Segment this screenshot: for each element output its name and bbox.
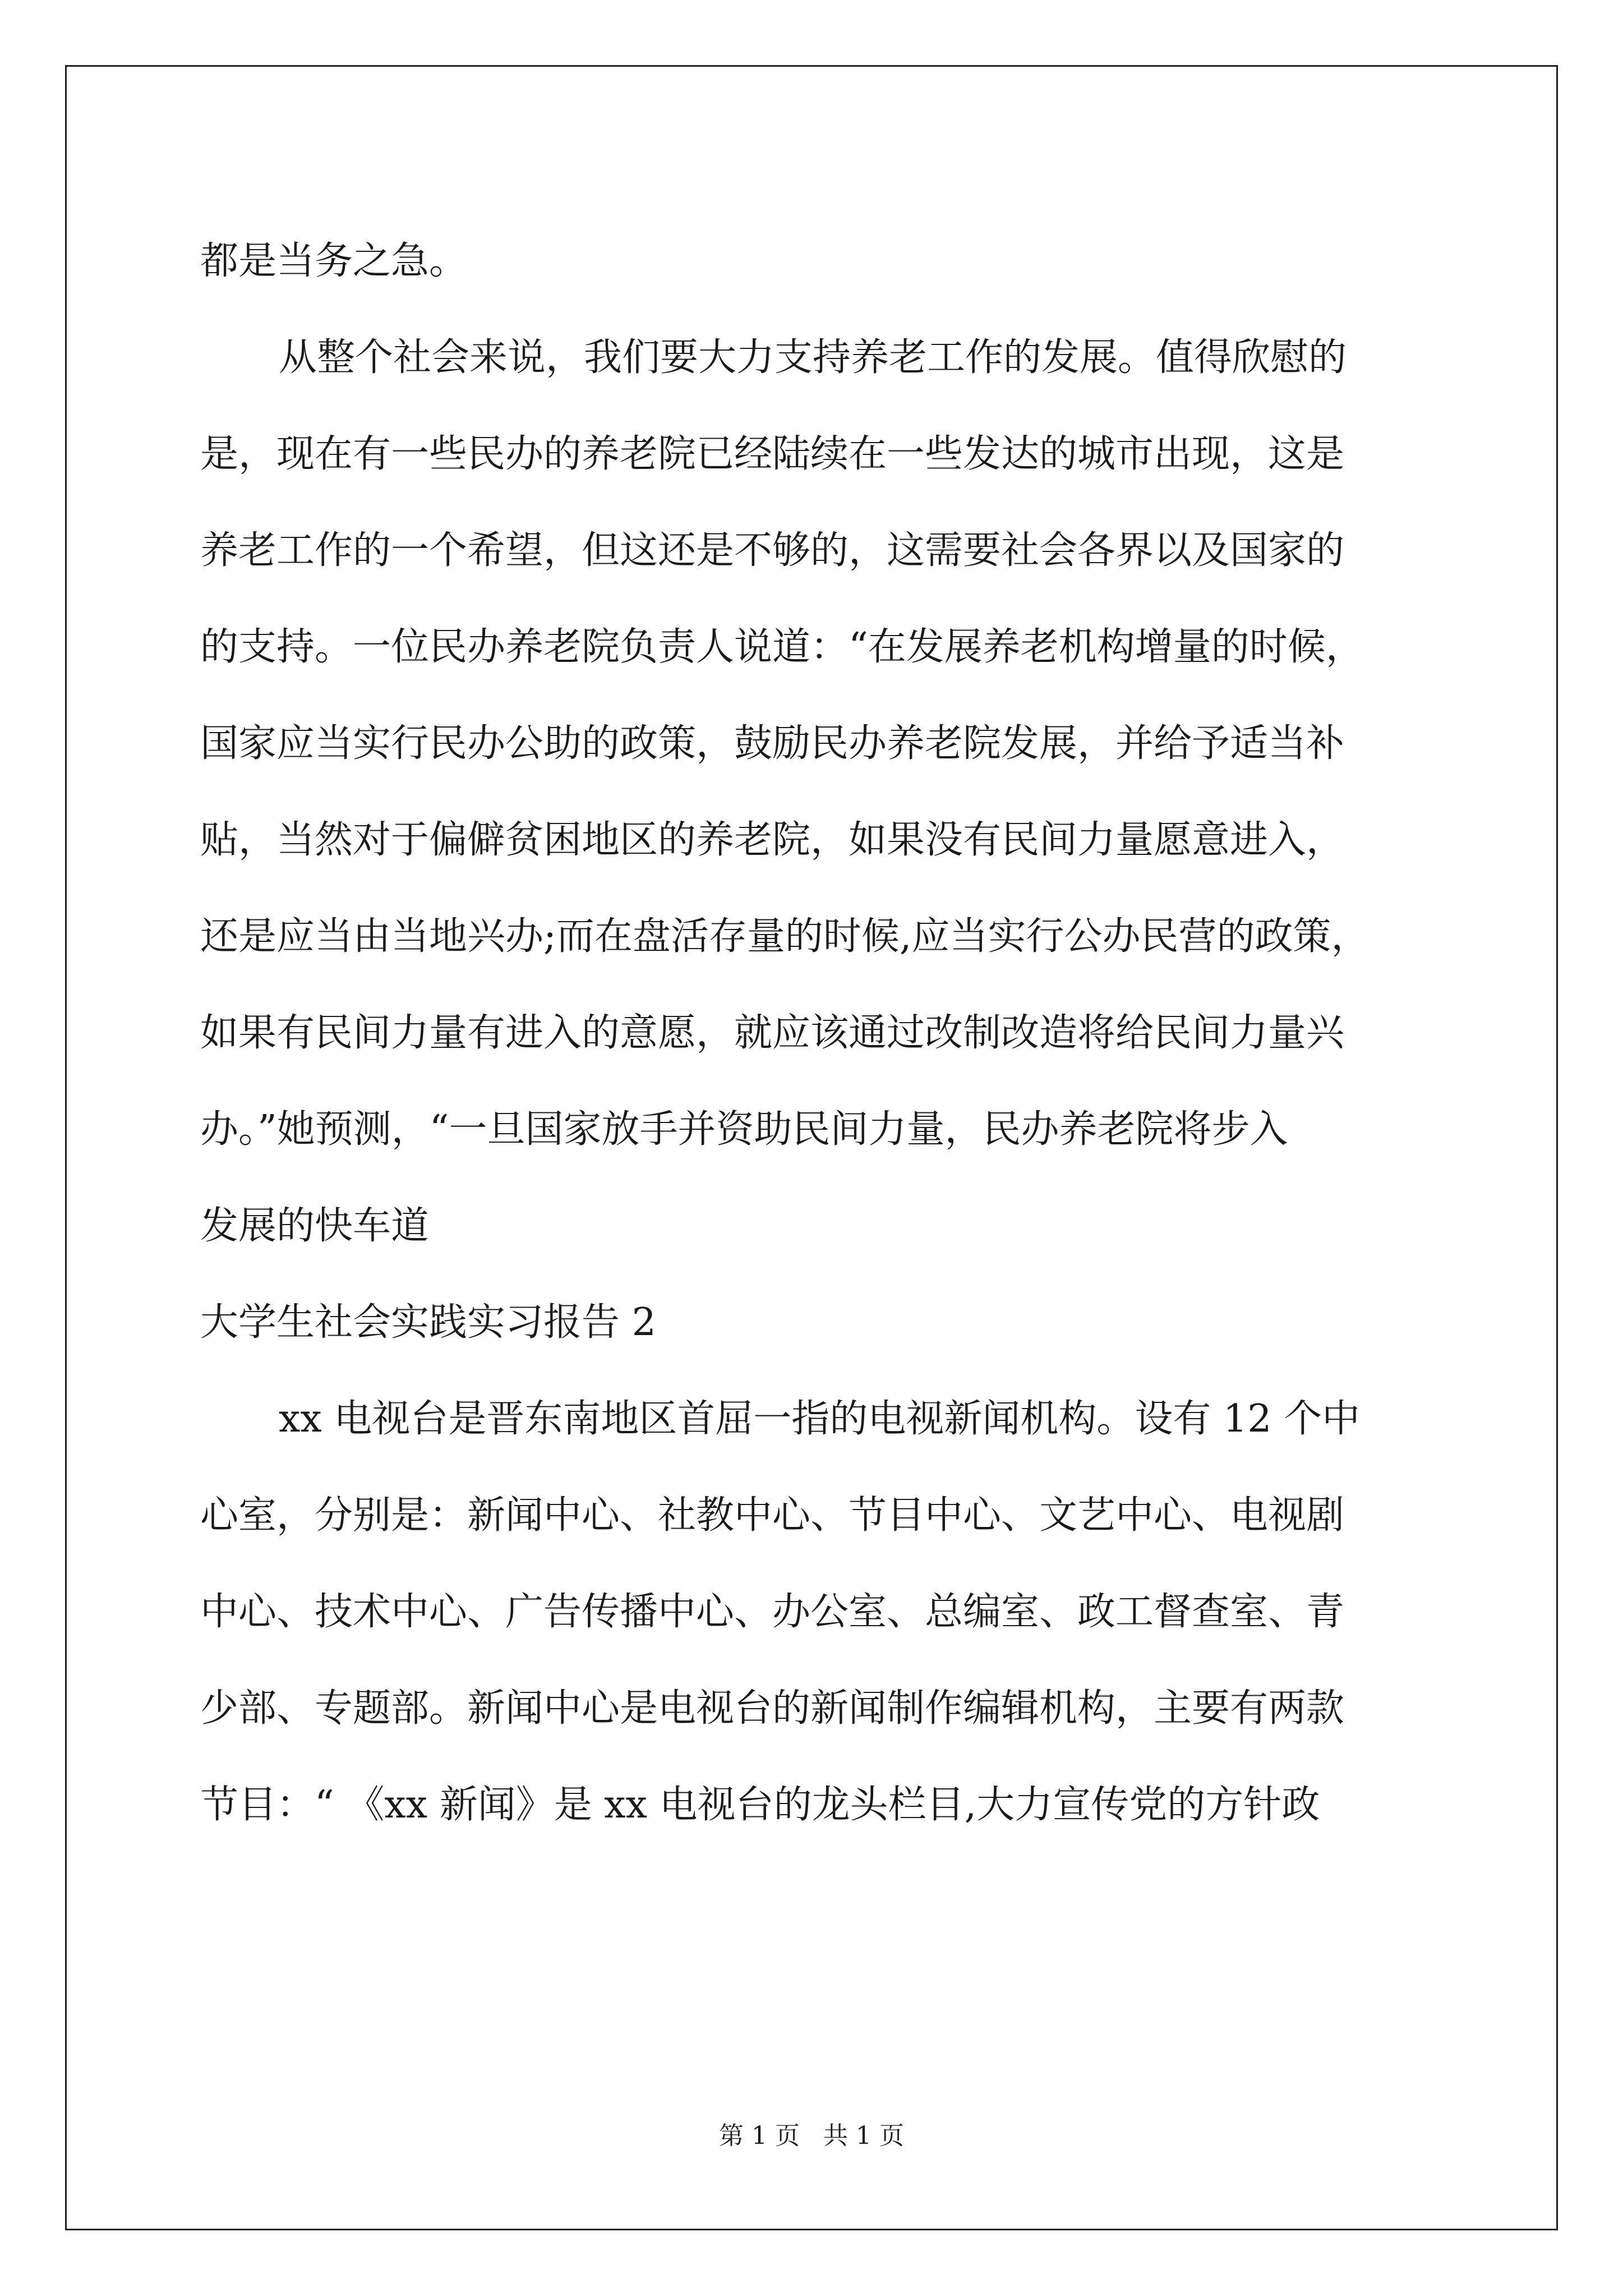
- paragraph-line: xx 电视台是晋东南地区首屈一指的电视新闻机构。设有 12 个中: [279, 1397, 1361, 1441]
- paragraph-line: 都是当务之急。: [200, 239, 468, 283]
- paragraph-line: 贴，当然对于偏僻贫困地区的养老院，如果没有民间力量愿意进入，: [200, 818, 1345, 862]
- paragraph-line: 中心、技术中心、广告传播中心、办公室、总编室、政工督查室、青: [200, 1590, 1345, 1634]
- paragraph-line: 的支持。一位民办养老院负责人说道：“在发展养老机构增量的时候，: [200, 625, 1364, 669]
- paragraph-line: 养老工作的一个希望，但这还是不够的，这需要社会各界以及国家的: [200, 528, 1345, 573]
- page-footer: 第 1 页 共 1 页: [719, 2122, 904, 2150]
- paragraph-line: 办。”她预测，“一旦国家放手并资助民间力量，民办养老院将步入: [200, 1107, 1288, 1152]
- paragraph-line: 是，现在有一些民办的养老院已经陆续在一些发达的城市出现，这是: [200, 432, 1345, 476]
- paragraph-line: 节目：“ 《xx 新闻》是 xx 电视台的龙头栏目,大力宣传党的方针政: [200, 1783, 1320, 1827]
- paragraph-line: 发展的快车道: [200, 1204, 430, 1248]
- section-heading: 大学生社会实践实习报告 2: [200, 1300, 656, 1345]
- document-body: [200, 213, 1434, 1853]
- paragraph-line: 如果有民间力量有进入的意愿，就应该通过改制改造将给民间力量兴: [200, 1011, 1345, 1055]
- paragraph-line: 少部、专题部。新闻中心是电视台的新闻制作编辑机构，主要有两款: [200, 1686, 1345, 1731]
- paragraph-line: 国家应当实行民办公助的政策，鼓励民办养老院发展，并给予适当补: [200, 721, 1345, 766]
- paragraph-line: 从整个社会来说，我们要大力支持养老工作的发展。值得欣慰的: [279, 335, 1347, 380]
- paragraph-line: 心室，分别是：新闻中心、社教中心、节目中心、文艺中心、电视剧: [200, 1493, 1345, 1538]
- paragraph-line: 还是应当由当地兴办;而在盘活存量的时候,应当实行公办民营的政策，: [200, 914, 1370, 959]
